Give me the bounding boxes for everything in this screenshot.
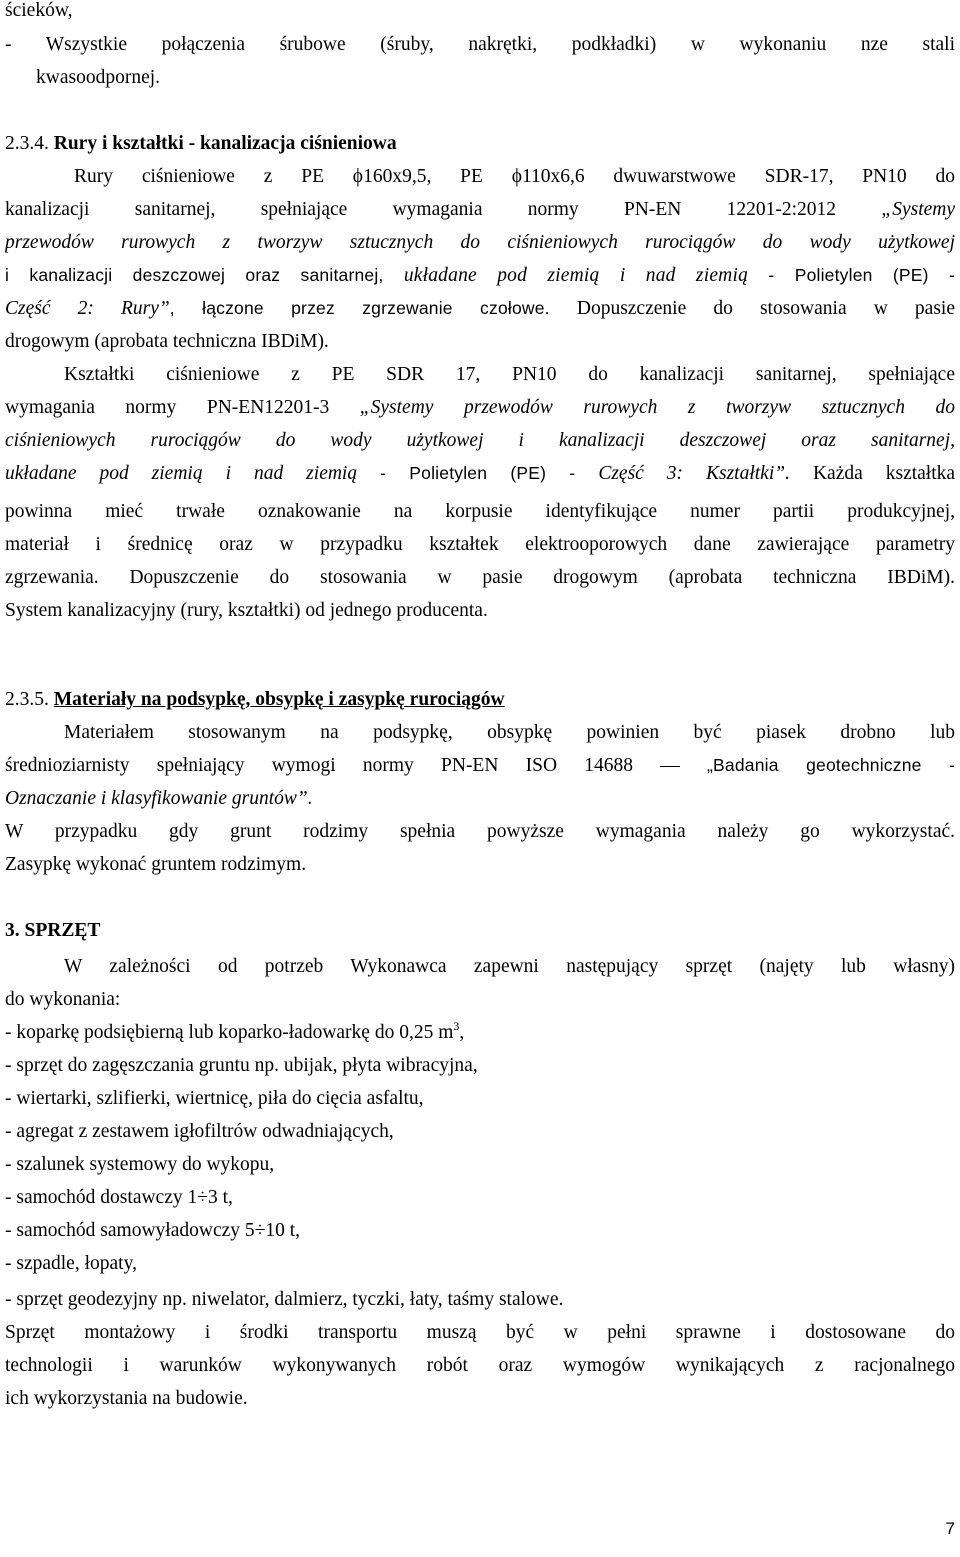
superscript: 3	[453, 1019, 460, 1033]
list-item: - Wszystkie połączenia śrubowe (śruby, nakrętki, podkładki) w wykonaniu nze stali	[5, 34, 955, 55]
list-item: - sprzęt geodezyjny np. niwelator, dalmierz, tyczki, łaty, taśmy stalowe.	[5, 1289, 564, 1310]
text-span-italic: układane pod ziemią i nad ziemią	[5, 463, 358, 484]
text-line: do wykonania:	[5, 989, 121, 1010]
text-line: technologii i warunków wykonywanych robót oraz wymogów wynikających z racjonalnego	[5, 1355, 955, 1376]
text-line: powinna mieć trwałe oznakowanie na korpusie identyfikujące numer partii produkcyjnej,	[5, 501, 955, 522]
text-span-italic: układane pod ziemią i nad ziemią	[403, 265, 749, 286]
text-line-italic: przewodów rurowych z tworzyw sztucznych do ciśnieniowych rurociągów do wody użytkowej	[5, 232, 955, 253]
list-item: - szpadle, łopaty,	[5, 1253, 137, 1274]
text-span: Każda kształtka	[812, 463, 955, 484]
section-number: 2.3.4.	[5, 133, 49, 154]
list-item: - agregat z zestawem igłofiltrów odwadniających,	[5, 1121, 394, 1142]
text-line: Kształtki ciśnieniowe z PE SDR 17, PN10 do kanalizacji sanitarnej, spełniające	[64, 364, 955, 385]
text-span: średnioziarnisty spełniający wymogi normy PN-EN ISO 14688 —	[5, 755, 680, 776]
text-line: zgrzewania. Dopuszczenie do stosowania w pasie drogowym (aprobata techniczna IBDiM).	[5, 567, 955, 588]
page-number: 7	[945, 1519, 955, 1538]
section-number: 2.3.5.	[5, 689, 49, 710]
text-line	[5, 391, 955, 424]
text-line: Zasypkę wykonać gruntem rodzimym.	[5, 854, 307, 875]
text-span: wymagania normy PN-EN12201-3	[5, 397, 330, 418]
text-line: kwasoodpornej.	[36, 67, 161, 88]
text-line: Materiałem stosowanym na podsypkę, obsypkę powinien być piasek drobno lub	[64, 722, 955, 743]
text-line: W zależności od potrzeb Wykonawca zapewni następujący sprzęt (najęty lub własny)	[64, 956, 955, 977]
list-item	[5, 1016, 955, 1049]
text-line	[5, 259, 955, 292]
text-span: - Polietylen (PE) -	[380, 463, 576, 483]
text-span: „Badania geotechniczne -	[707, 755, 955, 775]
section-heading-2-3-5	[5, 683, 955, 716]
list-item: - samochód samowyładowczy 5÷10 t,	[5, 1220, 301, 1241]
section-heading-2-3-4	[5, 127, 955, 160]
text-line	[5, 193, 955, 226]
text-span-italic: „Systemy przewodów rurowych z tworzyw sztucznych do	[359, 397, 955, 418]
text-span: i kanalizacji deszczowej oraz sanitarnej,	[5, 265, 384, 285]
section-heading-3: 3. SPRZĘT	[5, 920, 101, 941]
text-span: - koparkę podsiębierną lub koparko-ładowarkę do 0,25 m	[5, 1022, 454, 1043]
text-line	[5, 292, 955, 325]
list-item: - szalunek systemowy do wykopu,	[5, 1154, 275, 1175]
text-line: ścieków,	[5, 0, 73, 21]
text-span: kanalizacji sanitarnej, spełniające wymagania normy PN-EN 12201-2:2012	[5, 199, 837, 220]
section-title: Rury i kształtki - kanalizacja ciśnieniowa	[53, 133, 397, 154]
list-item: - wiertarki, szlifierki, wiertnicę, piła do cięcia asfaltu,	[5, 1088, 424, 1109]
section-title: Materiały na podsypkę, obsypkę i zasypkę rurociągów	[53, 689, 505, 710]
text-line: W przypadku gdy grunt rodzimy spełnia powyższe wymagania należy go wykorzystać.	[5, 821, 955, 842]
text-span-italic: „Systemy	[881, 199, 955, 220]
list-item: - sprzęt do zagęszczania gruntu np. ubijak, płyta wibracyjna,	[5, 1055, 478, 1076]
text-line: ich wykorzystania na budowie.	[5, 1388, 248, 1409]
text-line: materiał i średnicę oraz w przypadku kształtek elektrooporowych dane zawierające parametry	[5, 534, 955, 555]
text-line: System kanalizacyjny (rury, kształtki) od jednego producenta.	[5, 600, 488, 621]
list-item: - samochód dostawczy 1÷3 t,	[5, 1187, 233, 1208]
text-line: Rury ciśnieniowe z PE ϕ160x9,5, PE ϕ110x6,6 dwuwarstwowe SDR-17, PN10 do	[74, 166, 955, 187]
text-line	[5, 457, 955, 490]
text-span: , łączone przez zgrzewanie czołowe.	[169, 298, 550, 318]
text-span-italic: Część 3: Kształtki”.	[598, 463, 790, 484]
text-span: ,	[459, 1022, 465, 1043]
text-span-italic: Część 2: Rury”	[5, 298, 170, 319]
text-line-italic: ciśnieniowych rurociągów do wody użytkowej i kanalizacji deszczowej oraz sanitarnej,	[5, 430, 955, 451]
text-line: drogowym (aprobata techniczna IBDiM).	[5, 331, 329, 352]
text-span: Dopuszczenie do stosowania w pasie	[576, 298, 955, 319]
text-span: - Polietylen (PE) -	[768, 265, 955, 285]
text-line	[5, 749, 955, 782]
text-line-italic: Oznaczanie i klasyfikowanie gruntów”.	[5, 788, 313, 809]
text-line: Sprzęt montażowy i środki transportu muszą być w pełni sprawne i dostosowane do	[5, 1322, 955, 1343]
